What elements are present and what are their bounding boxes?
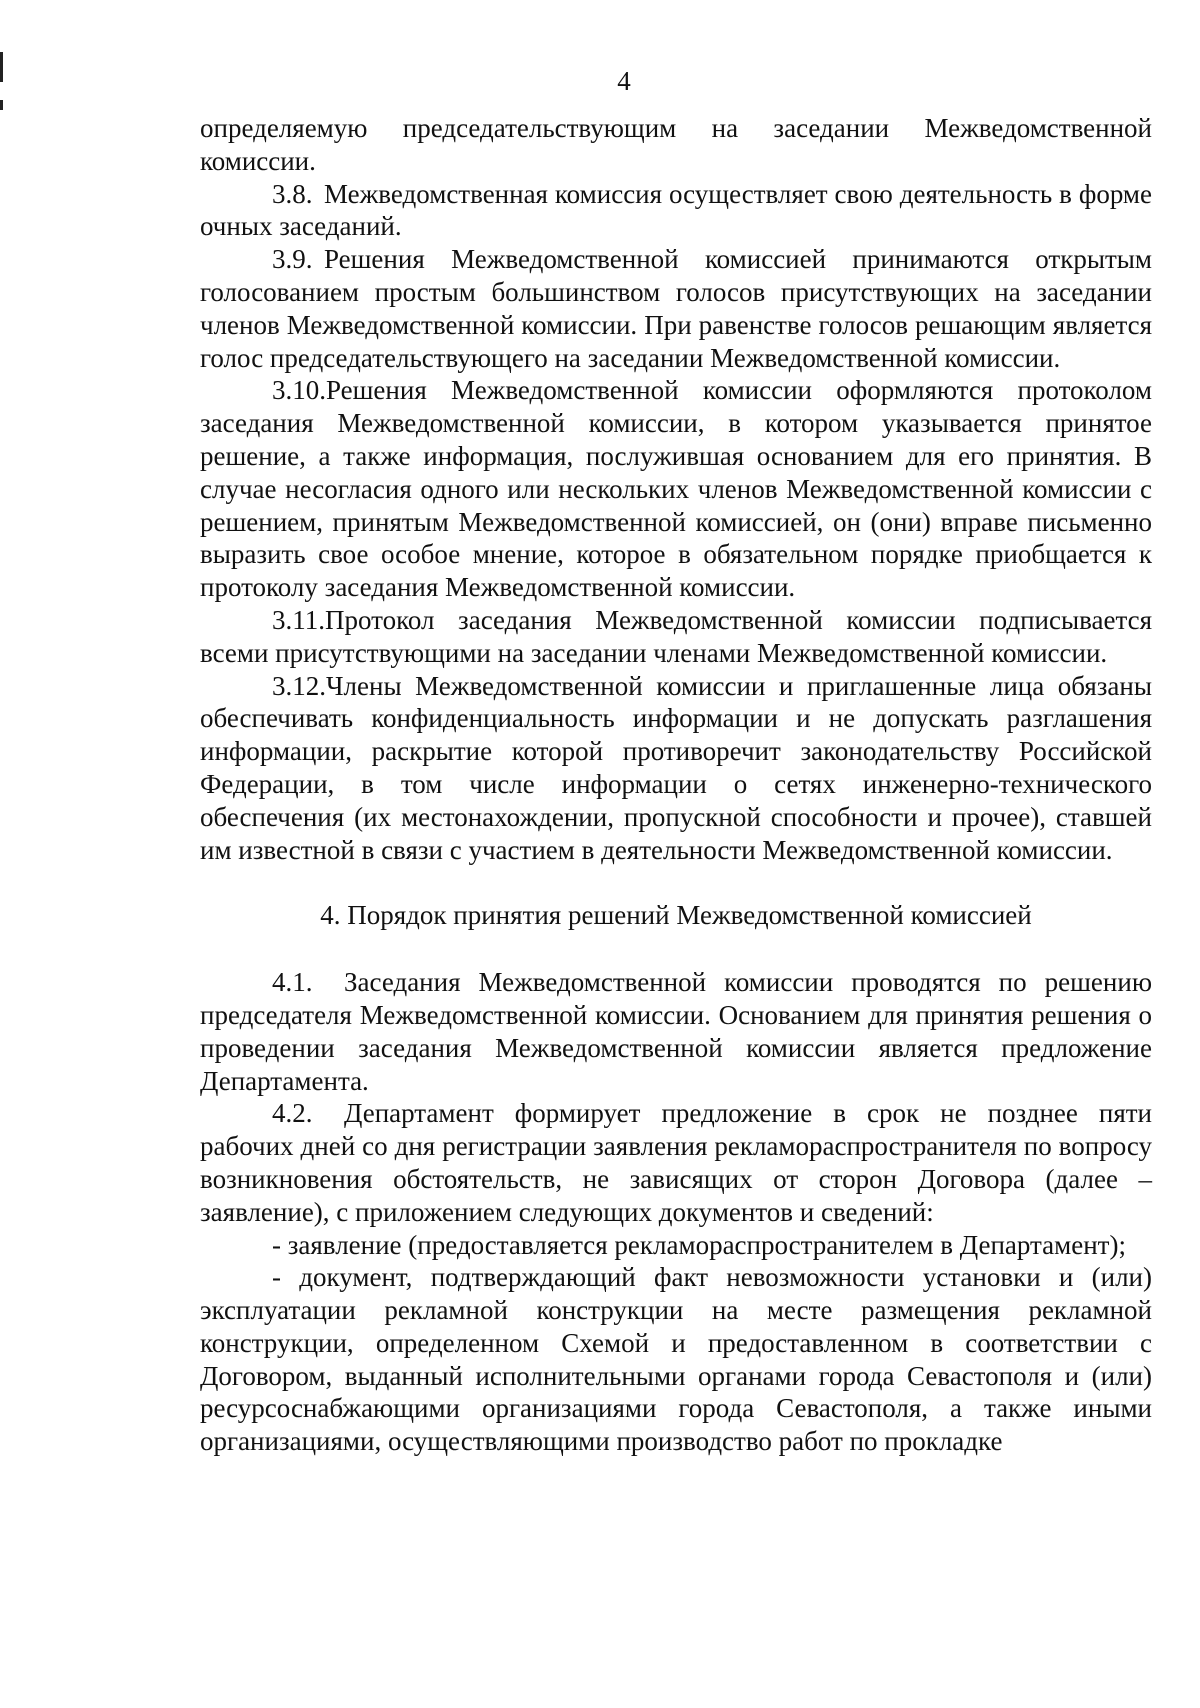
paragraph-number: 3.9. bbox=[272, 244, 313, 275]
list-item: - заявление (предоставляется рекламораспространителем в Департамент); bbox=[272, 1229, 1126, 1260]
paragraph-number: 3.10. bbox=[272, 375, 326, 406]
paragraph-3-10: 3.10.Решения Межведомственной комиссии оформляются протоколом заседания Межведомственной комиссии, в котором указывается принятое решение, а также информация, послужившая основанием для его принятия. В случае несогласия одного или нескольких членов Межведомственной комиссии с решением, принятым Межведомственной комиссией, он (они) вправе письменно выразить свое особое мнение, которое в обязательном порядке приобщается к протоколу заседания Межведомственной комиссии. bbox=[200, 375, 1152, 603]
paragraph-4-1: 4.1. Заседания Межведомственной комиссии проводятся по решению председателя Межведомственной комиссии. Основанием для принятия решения о проведении заседания Межведомственной комиссии является предложение Департамента. bbox=[200, 967, 1152, 1096]
paragraph-number: 4.2. bbox=[272, 1098, 313, 1129]
document-body bbox=[200, 112, 1152, 1458]
page-number: 4 bbox=[617, 66, 631, 96]
paragraph-3-8: 3.8. Межведомственная комиссия осуществляет свою деятельность в форме очных заседаний. bbox=[200, 178, 1152, 242]
paragraph-3-11: 3.11.Протокол заседания Межведомственной комиссии подписывается всеми присутствующими на заседании членами Межведомственной комиссии. bbox=[200, 604, 1152, 668]
paragraph-continuation: определяемую председательствующим на заседании Межведомственной комиссии. bbox=[200, 113, 1152, 176]
paragraph-3-9: 3.9. Решения Межведомственной комиссией принимаются открытым голосованием простым большинством голосов присутствующих на заседании членов Межведомственной комиссии. При равенстве голосов решающим является голос председательствующего на заседании Межведомственной комиссии. bbox=[200, 244, 1152, 373]
paragraph-4-2: 4.2. Департамент формирует предложение в срок не позднее пяти рабочих дней со дня регистрации заявления рекламораспространителя по вопросу возникновения обстоятельств, не зависящих от сторон Договора (далее – заявление), с приложением следующих документов и сведений: bbox=[200, 1098, 1152, 1227]
paragraph-number: 3.12. bbox=[272, 670, 326, 701]
list-item: - документ, подтверждающий факт невозможности установки и (или) эксплуатации рекламной конструкции на месте размещения рекламной конструкции, определенном Схемой и предоставленном в соответствии с Договором, выданный исполнительными органами города Севастополя и (или) ресурсоснабжающими организациями города Севастополя, а также иными организациями, осуществляющими производство работ по прокладке bbox=[200, 1262, 1152, 1457]
paragraph-number: 3.8. bbox=[272, 178, 313, 209]
paragraph-number: 4.1. bbox=[272, 967, 313, 998]
scan-edge-mark bbox=[0, 100, 3, 110]
paragraph-number: 3.11. bbox=[272, 604, 325, 635]
section-heading: 4. Порядок принятия решений Межведомственной комиссией bbox=[320, 900, 1032, 931]
paragraph-3-12: 3.12.Члены Межведомственной комиссии и приглашенные лица обязаны обеспечивать конфиденциальность информации и не допускать разглашения информации, раскрытие которой противоречит законодательству Российской Федерации, в том числе информации о сетях инженерно-технического обеспечения (их местонахождении, пропускной способности и прочее), ставшей им известной в связи с участием в деятельности Межведомственной комиссии. bbox=[200, 670, 1152, 865]
